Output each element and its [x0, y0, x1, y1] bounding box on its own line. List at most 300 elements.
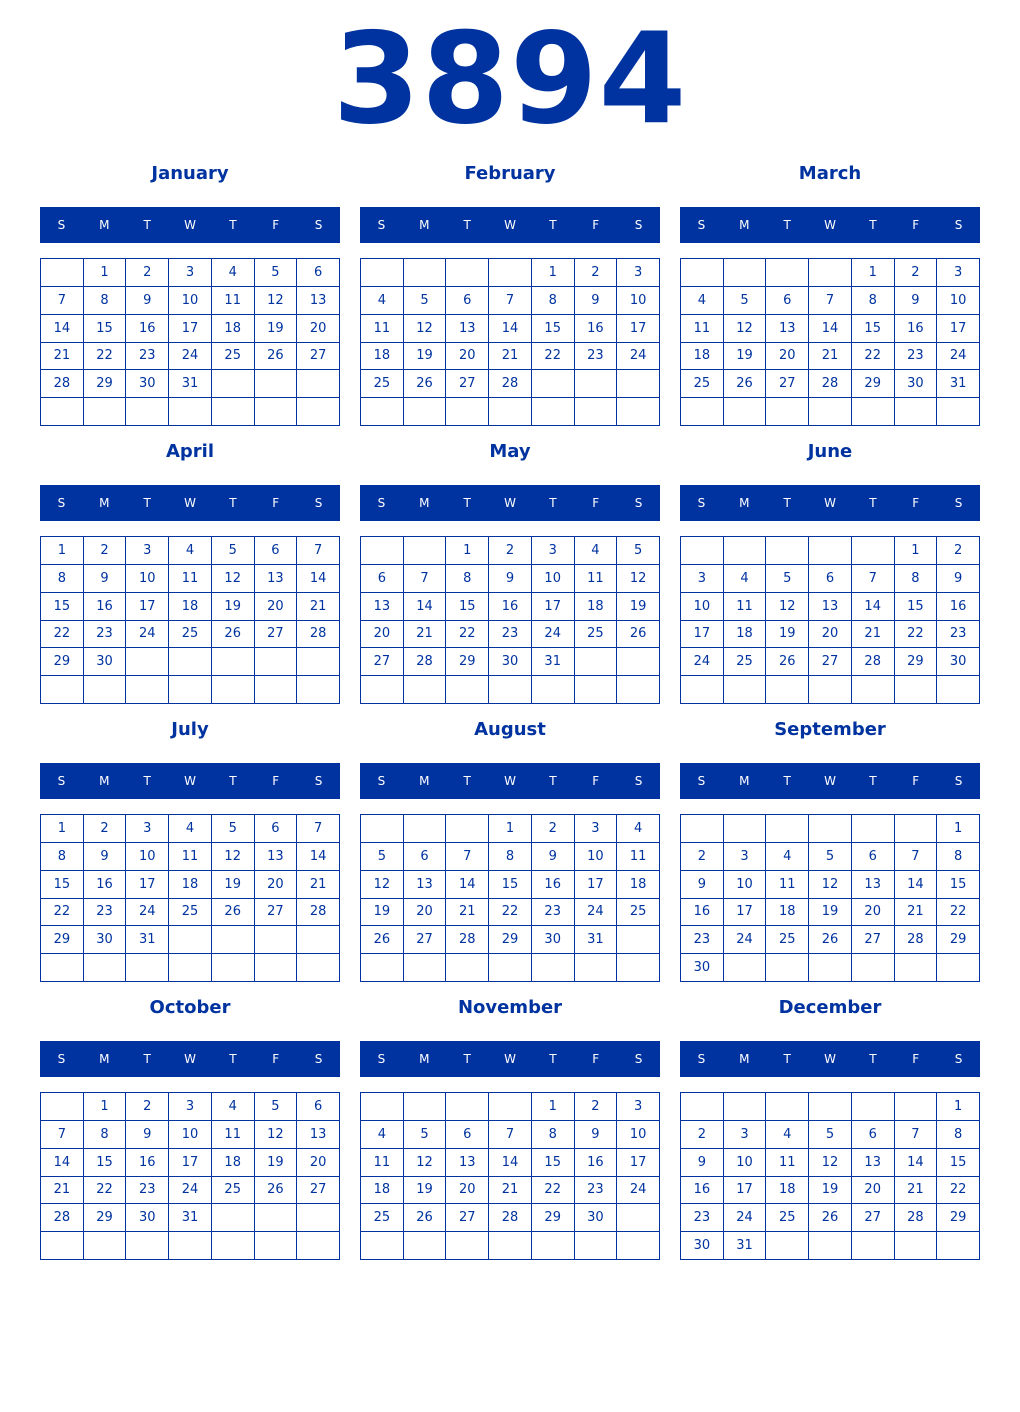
day-cell: 7	[41, 1121, 84, 1149]
month-name: March	[798, 163, 862, 184]
empty-day-cell	[489, 398, 532, 426]
empty-day-cell	[41, 1232, 84, 1260]
day-cell: 3	[126, 537, 169, 565]
day-cell: 16	[681, 899, 724, 927]
month-name: December	[778, 997, 882, 1018]
day-cell: 16	[575, 315, 618, 343]
weekday-label: W	[184, 1052, 196, 1066]
day-cell: 14	[489, 1149, 532, 1177]
day-cell: 11	[766, 871, 809, 899]
day-cell: 26	[724, 370, 767, 398]
day-cell: 15	[84, 315, 127, 343]
empty-day-cell	[724, 954, 767, 982]
day-cell: 7	[446, 843, 489, 871]
weekday-label: T	[143, 1052, 151, 1066]
day-cell: 1	[84, 259, 127, 287]
empty-day-cell	[84, 398, 127, 426]
empty-day-cell	[297, 648, 340, 676]
day-cell: 1	[532, 1093, 575, 1121]
day-cell: 1	[84, 1093, 127, 1121]
weekday-label: S	[634, 774, 643, 788]
day-cell: 24	[126, 621, 169, 649]
day-cell: 31	[937, 370, 980, 398]
day-cell: 12	[724, 315, 767, 343]
day-cell: 13	[361, 593, 404, 621]
day-cell: 23	[895, 343, 938, 371]
day-cell: 28	[446, 926, 489, 954]
day-cell: 9	[84, 843, 127, 871]
empty-day-cell	[809, 259, 852, 287]
empty-day-cell	[361, 1093, 404, 1121]
day-cell: 16	[126, 315, 169, 343]
empty-day-cell	[255, 926, 298, 954]
calendar-year-title: 3894	[332, 5, 688, 152]
empty-day-cell	[617, 1204, 660, 1232]
day-cell: 6	[852, 1121, 895, 1149]
day-cell: 19	[809, 899, 852, 927]
empty-day-cell	[766, 398, 809, 426]
empty-day-cell	[255, 648, 298, 676]
day-cell: 3	[169, 1093, 212, 1121]
day-cell: 17	[617, 1149, 660, 1177]
empty-day-cell	[852, 398, 895, 426]
day-cell: 3	[532, 537, 575, 565]
day-cell: 25	[724, 648, 767, 676]
weekday-label: M	[99, 774, 110, 788]
weekday-label: W	[504, 218, 516, 232]
day-cell: 13	[809, 593, 852, 621]
day-cell: 4	[361, 287, 404, 315]
empty-day-cell	[84, 1232, 127, 1260]
day-cell: 17	[532, 593, 575, 621]
empty-day-cell	[404, 398, 447, 426]
day-cell: 12	[809, 871, 852, 899]
day-cell: 5	[809, 843, 852, 871]
empty-day-cell	[766, 815, 809, 843]
day-cell: 18	[212, 1149, 255, 1177]
empty-day-cell	[575, 398, 618, 426]
empty-day-cell	[532, 1232, 575, 1260]
day-cell: 22	[489, 899, 532, 927]
month-name: January	[151, 163, 229, 184]
day-cell: 18	[724, 621, 767, 649]
weekday-label: T	[869, 218, 877, 232]
weekday-label: S	[57, 496, 66, 510]
month-name: October	[149, 997, 231, 1018]
day-cell: 5	[404, 287, 447, 315]
day-cell: 2	[681, 1121, 724, 1149]
weekday-label: S	[377, 774, 386, 788]
day-cell: 20	[446, 1177, 489, 1205]
day-cell: 9	[895, 287, 938, 315]
empty-day-cell	[724, 1093, 767, 1121]
day-cell: 18	[575, 593, 618, 621]
day-cell: 12	[212, 565, 255, 593]
day-cell: 28	[297, 899, 340, 927]
day-cell: 25	[361, 370, 404, 398]
day-cell: 23	[84, 899, 127, 927]
day-cell: 12	[766, 593, 809, 621]
day-cell: 31	[724, 1232, 767, 1260]
empty-day-cell	[895, 954, 938, 982]
day-cell: 31	[126, 926, 169, 954]
weekday-label: W	[824, 1052, 836, 1066]
day-grid	[360, 814, 660, 982]
day-cell: 17	[617, 315, 660, 343]
day-cell: 11	[212, 287, 255, 315]
day-cell: 10	[169, 1121, 212, 1149]
day-cell: 17	[937, 315, 980, 343]
day-cell: 4	[575, 537, 618, 565]
day-cell: 25	[169, 621, 212, 649]
day-cell: 3	[724, 843, 767, 871]
weekday-label: S	[377, 218, 386, 232]
empty-day-cell	[169, 926, 212, 954]
empty-day-cell	[809, 815, 852, 843]
weekday-header-bar	[680, 207, 980, 243]
empty-day-cell	[255, 398, 298, 426]
day-cell: 7	[489, 287, 532, 315]
empty-day-cell	[297, 926, 340, 954]
day-cell: 21	[446, 899, 489, 927]
day-cell: 5	[404, 1121, 447, 1149]
day-cell: 11	[361, 315, 404, 343]
day-cell: 22	[937, 1177, 980, 1205]
weekday-label: T	[869, 1052, 877, 1066]
day-cell: 20	[404, 899, 447, 927]
day-cell: 4	[361, 1121, 404, 1149]
day-cell: 15	[489, 871, 532, 899]
empty-day-cell	[724, 815, 767, 843]
day-cell: 1	[937, 815, 980, 843]
day-cell: 5	[724, 287, 767, 315]
day-cell: 7	[809, 287, 852, 315]
weekday-label: S	[314, 218, 323, 232]
weekday-label: S	[377, 496, 386, 510]
day-cell: 8	[489, 843, 532, 871]
day-cell: 10	[937, 287, 980, 315]
day-cell: 6	[809, 565, 852, 593]
weekday-label: S	[634, 496, 643, 510]
day-cell: 23	[126, 1177, 169, 1205]
day-cell: 5	[255, 259, 298, 287]
day-cell: 21	[489, 343, 532, 371]
day-cell: 21	[404, 621, 447, 649]
day-cell: 3	[937, 259, 980, 287]
weekday-label: F	[272, 218, 280, 232]
day-cell: 13	[297, 287, 340, 315]
day-cell: 18	[361, 1177, 404, 1205]
day-cell: 28	[895, 926, 938, 954]
day-cell: 14	[41, 315, 84, 343]
weekday-label: M	[419, 218, 430, 232]
empty-day-cell	[852, 537, 895, 565]
day-cell: 4	[169, 815, 212, 843]
empty-day-cell	[212, 1204, 255, 1232]
weekday-header-bar	[680, 485, 980, 521]
day-cell: 9	[84, 565, 127, 593]
day-cell: 3	[169, 259, 212, 287]
empty-day-cell	[404, 676, 447, 704]
empty-day-cell	[404, 259, 447, 287]
day-cell: 10	[575, 843, 618, 871]
day-cell: 1	[532, 259, 575, 287]
empty-day-cell	[446, 259, 489, 287]
day-cell: 21	[297, 593, 340, 621]
day-cell: 17	[169, 1149, 212, 1177]
day-cell: 16	[84, 871, 127, 899]
day-cell: 15	[532, 315, 575, 343]
day-cell: 12	[212, 843, 255, 871]
day-cell: 14	[489, 315, 532, 343]
day-cell: 27	[361, 648, 404, 676]
empty-day-cell	[532, 676, 575, 704]
day-cell: 29	[852, 370, 895, 398]
day-cell: 10	[169, 287, 212, 315]
day-cell: 5	[617, 537, 660, 565]
weekday-label: F	[912, 1052, 920, 1066]
empty-day-cell	[446, 1232, 489, 1260]
empty-day-cell	[84, 676, 127, 704]
empty-day-cell	[255, 370, 298, 398]
weekday-label: T	[463, 1052, 471, 1066]
day-cell: 16	[575, 1149, 618, 1177]
day-cell: 26	[212, 621, 255, 649]
month-name: February	[464, 163, 556, 184]
day-cell: 2	[575, 1093, 618, 1121]
day-cell: 2	[895, 259, 938, 287]
day-cell: 17	[126, 871, 169, 899]
weekday-header-bar	[40, 207, 340, 243]
day-cell: 20	[297, 1149, 340, 1177]
day-cell: 19	[724, 343, 767, 371]
weekday-label: T	[463, 218, 471, 232]
day-cell: 25	[169, 899, 212, 927]
day-cell: 10	[617, 287, 660, 315]
empty-day-cell	[766, 954, 809, 982]
weekday-label: F	[912, 496, 920, 510]
weekday-label: T	[549, 774, 557, 788]
weekday-header-bar	[360, 1041, 660, 1077]
day-cell: 22	[937, 899, 980, 927]
day-cell: 12	[809, 1149, 852, 1177]
day-cell: 23	[84, 621, 127, 649]
weekday-label: T	[463, 774, 471, 788]
day-cell: 13	[766, 315, 809, 343]
day-cell: 31	[169, 370, 212, 398]
empty-day-cell	[404, 1093, 447, 1121]
weekday-label: T	[783, 496, 791, 510]
empty-day-cell	[41, 259, 84, 287]
day-grid	[40, 536, 340, 704]
month-name: May	[489, 441, 531, 462]
empty-day-cell	[255, 954, 298, 982]
day-cell: 11	[361, 1149, 404, 1177]
day-cell: 27	[446, 1204, 489, 1232]
empty-day-cell	[212, 648, 255, 676]
day-cell: 14	[895, 871, 938, 899]
weekday-label: W	[824, 218, 836, 232]
day-cell: 11	[724, 593, 767, 621]
empty-day-cell	[169, 676, 212, 704]
empty-day-cell	[41, 1093, 84, 1121]
empty-day-cell	[681, 398, 724, 426]
empty-day-cell	[809, 676, 852, 704]
day-cell: 7	[895, 843, 938, 871]
weekday-label: W	[504, 496, 516, 510]
empty-day-cell	[937, 676, 980, 704]
day-cell: 18	[361, 343, 404, 371]
day-cell: 6	[404, 843, 447, 871]
empty-day-cell	[489, 676, 532, 704]
day-cell: 10	[724, 871, 767, 899]
day-grid	[40, 258, 340, 426]
day-cell: 7	[895, 1121, 938, 1149]
day-cell: 28	[489, 370, 532, 398]
empty-day-cell	[255, 1204, 298, 1232]
day-cell: 29	[41, 648, 84, 676]
weekday-label: M	[739, 1052, 750, 1066]
empty-day-cell	[895, 815, 938, 843]
day-cell: 21	[895, 1177, 938, 1205]
empty-day-cell	[255, 1232, 298, 1260]
day-cell: 7	[852, 565, 895, 593]
empty-day-cell	[361, 676, 404, 704]
empty-day-cell	[895, 398, 938, 426]
day-cell: 15	[937, 871, 980, 899]
empty-day-cell	[809, 398, 852, 426]
day-cell: 5	[255, 1093, 298, 1121]
day-cell: 22	[446, 621, 489, 649]
month-name: August	[474, 719, 546, 740]
day-cell: 29	[41, 926, 84, 954]
day-cell: 17	[681, 621, 724, 649]
day-cell: 9	[575, 287, 618, 315]
empty-day-cell	[575, 1232, 618, 1260]
day-cell: 22	[852, 343, 895, 371]
day-grid	[680, 536, 980, 704]
empty-day-cell	[297, 1204, 340, 1232]
weekday-label: T	[783, 218, 791, 232]
day-cell: 8	[41, 843, 84, 871]
day-cell: 1	[852, 259, 895, 287]
day-cell: 21	[41, 1177, 84, 1205]
day-cell: 30	[937, 648, 980, 676]
day-grid	[360, 1092, 660, 1260]
empty-day-cell	[361, 815, 404, 843]
day-cell: 20	[255, 871, 298, 899]
empty-day-cell	[617, 648, 660, 676]
weekday-label: S	[314, 496, 323, 510]
day-cell: 24	[126, 899, 169, 927]
day-cell: 8	[446, 565, 489, 593]
day-cell: 27	[446, 370, 489, 398]
day-cell: 4	[724, 565, 767, 593]
weekday-header-bar	[360, 485, 660, 521]
empty-day-cell	[895, 1232, 938, 1260]
weekday-label: T	[229, 1052, 237, 1066]
empty-day-cell	[724, 676, 767, 704]
day-cell: 19	[404, 343, 447, 371]
day-cell: 8	[84, 1121, 127, 1149]
day-cell: 6	[766, 287, 809, 315]
day-cell: 14	[404, 593, 447, 621]
day-cell: 29	[489, 926, 532, 954]
day-cell: 20	[255, 593, 298, 621]
day-cell: 15	[41, 871, 84, 899]
empty-day-cell	[255, 676, 298, 704]
day-cell: 1	[41, 537, 84, 565]
day-cell: 2	[681, 843, 724, 871]
day-cell: 2	[126, 1093, 169, 1121]
day-grid	[40, 814, 340, 982]
day-cell: 23	[681, 926, 724, 954]
empty-day-cell	[681, 676, 724, 704]
day-cell: 24	[937, 343, 980, 371]
weekday-label: S	[634, 1052, 643, 1066]
day-cell: 22	[84, 343, 127, 371]
day-cell: 30	[126, 370, 169, 398]
weekday-label: T	[783, 774, 791, 788]
day-cell: 28	[41, 1204, 84, 1232]
day-cell: 3	[724, 1121, 767, 1149]
day-cell: 21	[895, 899, 938, 927]
empty-day-cell	[41, 398, 84, 426]
day-cell: 25	[212, 1177, 255, 1205]
empty-day-cell	[212, 398, 255, 426]
weekday-label: F	[592, 1052, 600, 1066]
day-cell: 26	[212, 899, 255, 927]
day-cell: 21	[809, 343, 852, 371]
day-cell: 23	[126, 343, 169, 371]
day-cell: 1	[895, 537, 938, 565]
day-cell: 27	[809, 648, 852, 676]
day-cell: 10	[724, 1149, 767, 1177]
day-cell: 6	[297, 259, 340, 287]
day-cell: 20	[446, 343, 489, 371]
day-cell: 15	[937, 1149, 980, 1177]
weekday-label: M	[739, 774, 750, 788]
weekday-label: T	[549, 1052, 557, 1066]
empty-day-cell	[852, 815, 895, 843]
empty-day-cell	[852, 1093, 895, 1121]
weekday-label: S	[57, 1052, 66, 1066]
day-cell: 9	[681, 871, 724, 899]
empty-day-cell	[809, 954, 852, 982]
weekday-header-bar	[360, 207, 660, 243]
weekday-label: F	[912, 218, 920, 232]
day-cell: 3	[681, 565, 724, 593]
day-cell: 24	[169, 1177, 212, 1205]
weekday-label: F	[272, 774, 280, 788]
day-cell: 1	[446, 537, 489, 565]
empty-day-cell	[169, 954, 212, 982]
day-cell: 24	[724, 1204, 767, 1232]
day-cell: 10	[532, 565, 575, 593]
day-cell: 19	[255, 1149, 298, 1177]
weekday-header-bar	[680, 1041, 980, 1077]
day-cell: 30	[575, 1204, 618, 1232]
weekday-label: W	[184, 774, 196, 788]
day-cell: 9	[937, 565, 980, 593]
day-cell: 19	[255, 315, 298, 343]
day-cell: 1	[41, 815, 84, 843]
empty-day-cell	[681, 259, 724, 287]
empty-day-cell	[297, 676, 340, 704]
day-cell: 20	[361, 621, 404, 649]
day-cell: 10	[681, 593, 724, 621]
day-cell: 29	[84, 370, 127, 398]
